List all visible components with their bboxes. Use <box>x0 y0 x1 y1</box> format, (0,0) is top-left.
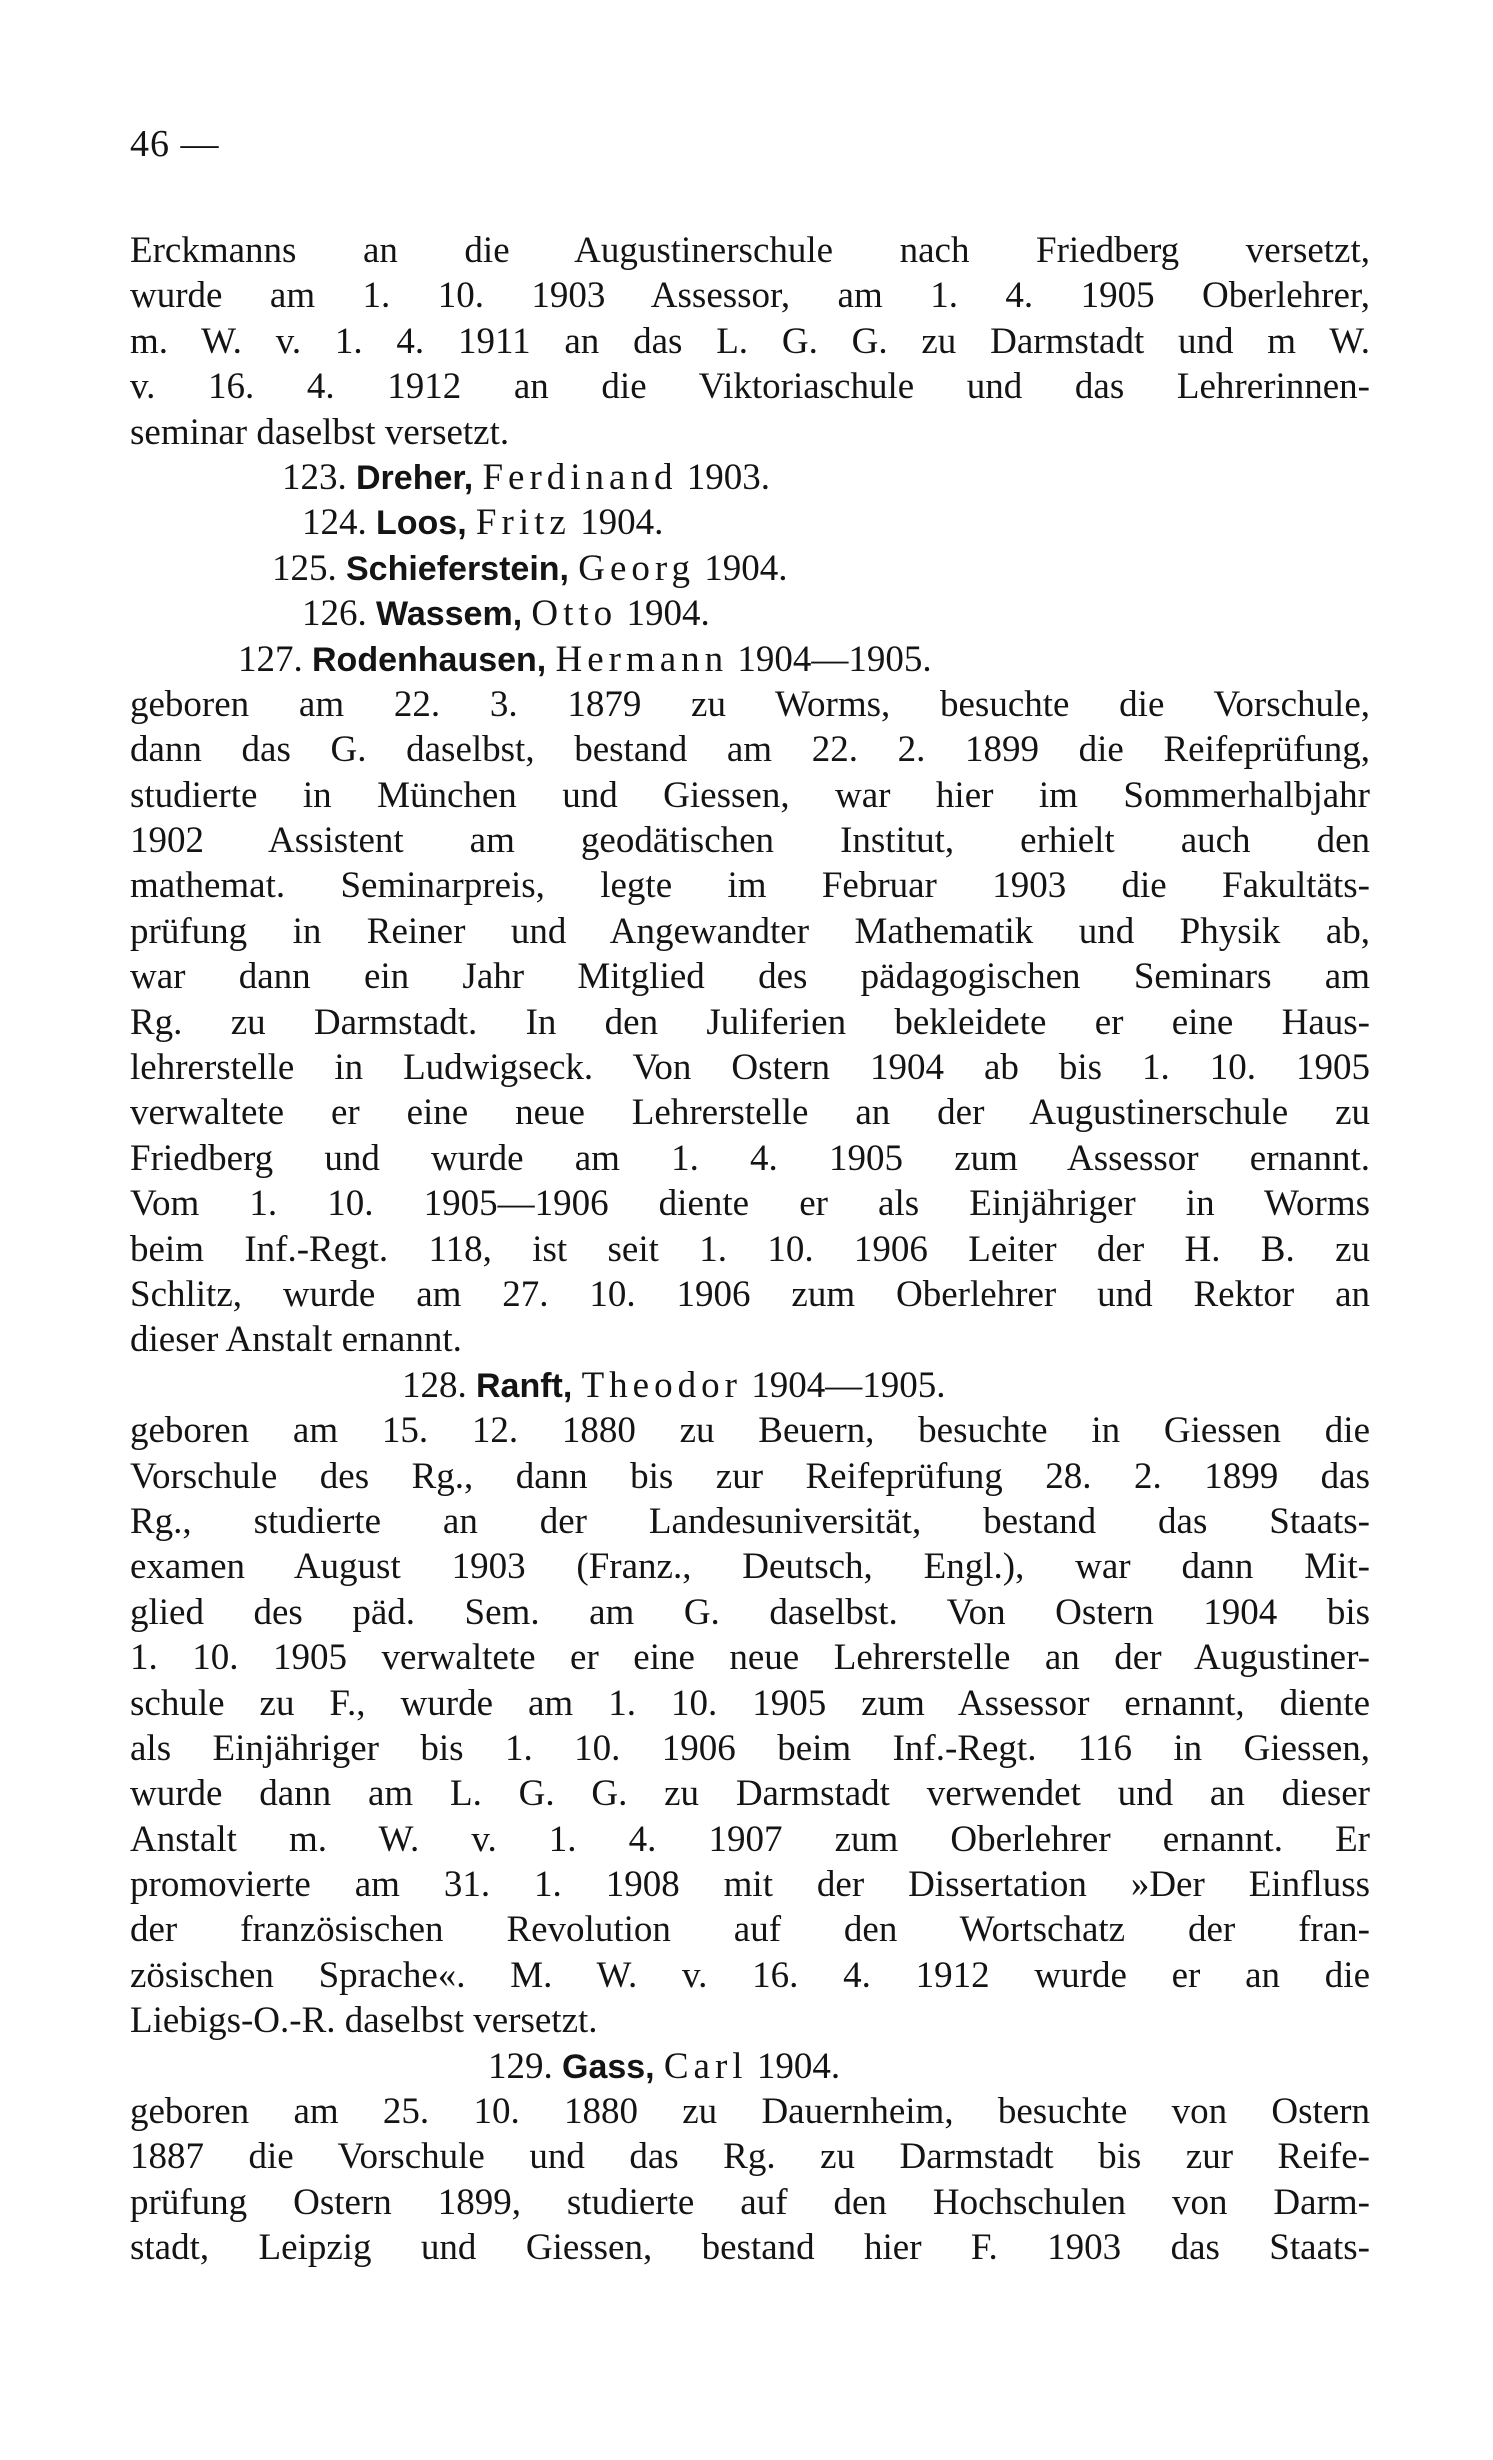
entry-years: 1904. <box>626 593 710 635</box>
text-line: als Einjähriger bis 1. 10. 1906 beim Inf.-Regt. 116 in Giessen, <box>130 1727 1370 1769</box>
entry-heading-129 <box>130 2044 1370 2089</box>
text-line: geboren am 25. 10. 1880 zu Dauernheim, besuchte von Ostern <box>130 2091 1370 2133</box>
entry-number: 125. <box>272 547 337 589</box>
entry-surname: Loos, <box>376 504 467 543</box>
entry-given-name: Hermann <box>555 638 729 680</box>
text-line: examen August 1903 (Franz., Deutsch, Engl.), war dann Mit- <box>130 1546 1370 1588</box>
entry-number: 124. <box>302 502 367 544</box>
text-line: Vom 1. 10. 1905—1906 diente er als Einjähriger in Worms <box>130 1183 1370 1225</box>
entry-years: 1904. <box>580 502 664 544</box>
text-line: wurde dann am L. G. G. zu Darmstadt verwendet und an dieser <box>130 1773 1370 1815</box>
text-line: seminar daselbst versetzt. <box>130 411 510 453</box>
entry-number: 123. <box>282 456 347 498</box>
text-line: Vorschule des Rg., dann bis zur Reifeprüfung 28. 2. 1899 das <box>130 1455 1370 1497</box>
text-line: Rg., studierte an der Landesuniversität, bestand das Staats- <box>130 1500 1370 1542</box>
entry-surname: Wassem, <box>376 595 523 634</box>
text-line: glied des päd. Sem. am G. daselbst. Von Ostern 1904 bis <box>130 1591 1370 1633</box>
entry-heading-128 <box>130 1363 1370 1408</box>
entry-given-name: Fritz <box>475 502 571 544</box>
text-line: 1887 die Vorschule und das Rg. zu Darmstadt bis zur Reife- <box>130 2136 1370 2178</box>
entry-years: 1904. <box>756 2045 841 2087</box>
text-line: Rg. zu Darmstadt. In den Juliferien bekleidete er eine Haus- <box>130 1001 1370 1043</box>
page-number: 46 — <box>130 123 220 165</box>
text-line: beim Inf.-Regt. 118, ist seit 1. 10. 1906 Leiter der H. B. zu <box>130 1228 1370 1270</box>
entry-surname: Rodenhausen, <box>312 640 547 679</box>
entry-years: 1903. <box>686 456 770 498</box>
entry-number: 128. <box>402 1364 467 1406</box>
text-line: stadt, Leipzig und Giessen, bestand hier F. 1903 das Staats- <box>130 2227 1370 2269</box>
text-line: Erckmanns an die Augustinerschule nach Friedberg versetzt, <box>130 230 1370 271</box>
text-line: lehrerstelle in Ludwigseck. Von Ostern 1904 ab bis 1. 10. 1905 <box>130 1047 1370 1089</box>
text-line: prüfung Ostern 1899, studierte auf den Hochschulen von Darm- <box>130 2181 1370 2223</box>
entry-given-name: Georg <box>578 547 696 589</box>
entry-years: 1904. <box>704 547 788 589</box>
entry-number: 126. <box>302 593 367 635</box>
text-line: zösischen Sprache«. M. W. v. 16. 4. 1912 wurde er an die <box>130 1954 1370 1996</box>
entry-heading-127 <box>130 637 1370 682</box>
text-line: mathemat. Seminarpreis, legte im Februar 1903 die Fakultäts- <box>130 865 1370 907</box>
text-line: dieser Anstalt ernannt. <box>130 1319 462 1361</box>
text-line: prüfung in Reiner und Angewandter Mathematik und Physik ab, <box>130 910 1370 952</box>
text-line: studierte in München und Giessen, war hier im Sommerhalbjahr <box>130 774 1370 816</box>
entry-number: 129. <box>488 2045 553 2087</box>
text-line: m. W. v. 1. 4. 1911 an das L. G. G. zu Darmstadt und m W. <box>130 320 1370 362</box>
entry-given-name: Otto <box>531 593 618 635</box>
text-line: 1902 Assistent am geodätischen Institut, erhielt auch den <box>130 820 1370 862</box>
entry-given-name: Ferdinand <box>482 456 678 498</box>
text-line: Friedberg und wurde am 1. 4. 1905 zum Assessor ernannt. <box>130 1137 1370 1179</box>
text-line: verwaltete er eine neue Lehrerstelle an der Augustinerschule zu <box>130 1092 1370 1134</box>
entry-surname: Ranft, <box>476 1366 573 1405</box>
entry-given-name: Carl <box>663 2045 748 2087</box>
entry-number: 127. <box>238 638 303 680</box>
entry-heading-123 <box>130 455 1370 500</box>
entry-heading-125 <box>130 546 1370 591</box>
text-line: promovierte am 31. 1. 1908 mit der Dissertation »Der Einfluss <box>130 1864 1370 1906</box>
text-column <box>130 228 1370 2271</box>
text-line: v. 16. 4. 1912 an die Viktoriaschule und das Lehrerinnen- <box>130 366 1370 408</box>
entry-surname: Gass, <box>562 2047 655 2086</box>
entry-given-name: Theodor <box>581 1364 742 1406</box>
text-line: Anstalt m. W. v. 1. 4. 1907 zum Oberlehrer ernannt. Er <box>130 1818 1370 1860</box>
text-line: geboren am 15. 12. 1880 zu Beuern, besuchte in Giessen die <box>130 1410 1370 1452</box>
entry-years: 1904—1905. <box>751 1364 946 1406</box>
entry-surname: Dreher, <box>356 458 474 497</box>
entry-heading-126 <box>130 591 1370 636</box>
text-line: wurde am 1. 10. 1903 Assessor, am 1. 4. 1905 Oberlehrer, <box>130 275 1370 317</box>
text-line: dann das G. daselbst, bestand am 22. 2. 1899 die Reifeprüfung, <box>130 729 1370 771</box>
entry-years: 1904—1905. <box>737 638 932 680</box>
text-line: 1. 10. 1905 verwaltete er eine neue Lehrerstelle an der Augustiner- <box>130 1637 1370 1679</box>
entry-surname: Schieferstein, <box>346 549 569 588</box>
text-line: geboren am 22. 3. 1879 zu Worms, besuchte die Vorschule, <box>130 683 1370 725</box>
entry-heading-124 <box>130 500 1370 545</box>
text-line: Schlitz, wurde am 27. 10. 1906 zum Oberlehrer und Rektor an <box>130 1273 1370 1315</box>
text-line: war dann ein Jahr Mitglied des pädagogischen Seminars am <box>130 956 1370 998</box>
text-line: schule zu F., wurde am 1. 10. 1905 zum Assessor ernannt, diente <box>130 1682 1370 1724</box>
text-line: Liebigs-O.-R. daselbst versetzt. <box>130 2000 598 2042</box>
text-line: der französischen Revolution auf den Wortschatz der fran- <box>130 1909 1370 1951</box>
